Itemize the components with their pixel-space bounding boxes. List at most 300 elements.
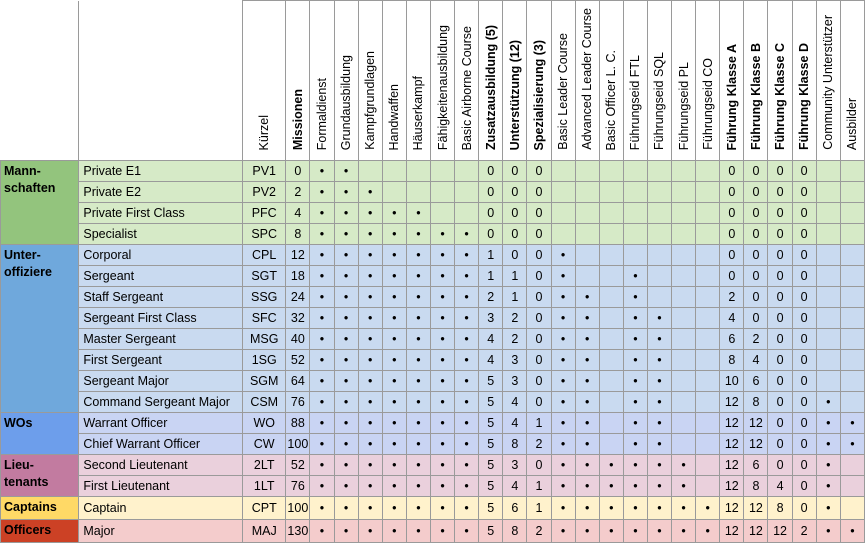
table-row [1,224,865,245]
requirement-cell [696,245,720,266]
rank-name: Staff Sergeant [79,287,243,308]
requirement-cell [696,413,720,434]
requirement-cell [672,266,696,287]
rank-abbreviation: CPL [243,245,286,266]
requirement-cell: 0 [479,161,503,182]
requirement-cell [696,392,720,413]
column-header [672,1,696,161]
requirement-cell: • [455,266,479,287]
requirement-cell: 0 [479,224,503,245]
requirement-cell: • [334,434,358,455]
column-header [243,1,286,161]
column-header [358,1,382,161]
requirement-cell [382,182,406,203]
requirement-cell [840,266,864,287]
requirement-cell [840,371,864,392]
requirement-cell: 0 [527,182,551,203]
requirement-cell: 0 [527,224,551,245]
requirement-cell: 5 [479,476,503,497]
requirement-cell: • [455,287,479,308]
requirement-cell: 12 [720,520,744,543]
requirement-cell: 0 [792,392,816,413]
requirement-cell: • [647,371,671,392]
rank-name: Warrant Officer [79,413,243,434]
requirement-cell: 1 [503,266,527,287]
requirement-cell: • [310,161,334,182]
table-row [1,182,865,203]
requirement-cell [840,455,864,476]
column-header-label: Führung Klasse D [797,43,812,150]
requirement-cell: 0 [503,203,527,224]
table-row [1,308,865,329]
rank-abbreviation: SPC [243,224,286,245]
requirement-cell: 4 [479,350,503,371]
requirement-cell: 0 [768,350,792,371]
requirement-cell: • [840,434,864,455]
requirement-cell: • [310,392,334,413]
requirement-cell [647,203,671,224]
requirement-cell: 0 [744,161,768,182]
requirement-cell: • [358,245,382,266]
requirement-cell: 12 [744,434,768,455]
requirement-cell: 8 [503,520,527,543]
requirement-cell: 8 [768,497,792,520]
column-header-label: Führung Klasse C [773,43,788,150]
requirement-cell: • [382,455,406,476]
requirement-cell: • [406,308,430,329]
requirement-cell: • [575,476,599,497]
column-header [334,1,358,161]
requirement-cell: • [575,392,599,413]
requirement-cell: 3 [479,308,503,329]
requirement-cell: 8 [744,476,768,497]
requirement-cell [840,476,864,497]
requirement-cell: 12 [744,497,768,520]
missions-count: 4 [286,203,310,224]
requirement-cell [816,182,840,203]
missions-count: 64 [286,371,310,392]
requirement-cell [816,161,840,182]
table-row [1,161,865,182]
column-header-label: Community Unterstützer [821,15,836,150]
requirement-cell: • [430,350,454,371]
requirement-cell: • [647,308,671,329]
requirement-cell: 1 [527,497,551,520]
requirement-cell: • [551,392,575,413]
requirement-cell: • [358,266,382,287]
requirement-cell: 0 [527,308,551,329]
requirement-cell: • [358,329,382,350]
requirement-cell: • [647,329,671,350]
requirement-cell: • [599,497,623,520]
requirement-cell: • [647,350,671,371]
requirement-cell: 0 [503,224,527,245]
column-header [406,1,430,161]
requirement-cell: • [358,350,382,371]
requirement-cell: • [623,350,647,371]
requirement-cell: • [382,329,406,350]
requirement-cell: • [406,203,430,224]
requirement-cell: 0 [744,203,768,224]
requirement-cell: • [647,434,671,455]
requirement-cell [696,308,720,329]
column-header-label: Grundausbildung [339,54,354,150]
requirement-cell [816,371,840,392]
requirement-cell: • [840,413,864,434]
column-header-label: Unterstützung (12) [507,39,522,150]
requirement-cell: 0 [503,245,527,266]
requirement-cell: • [575,308,599,329]
requirement-cell: • [406,287,430,308]
requirement-cell: 2 [503,329,527,350]
requirement-cell: • [310,497,334,520]
requirement-cell: • [310,455,334,476]
requirement-cell [599,413,623,434]
column-header [696,1,720,161]
requirement-cell: 4 [479,329,503,350]
requirement-cell [840,287,864,308]
requirement-cell: • [406,224,430,245]
rank-name: First Lieutenant [79,476,243,497]
requirement-cell [599,392,623,413]
requirement-cell: • [455,329,479,350]
requirement-cell [840,245,864,266]
requirement-cell: 8 [503,434,527,455]
requirement-cell: • [406,329,430,350]
requirement-cell: 0 [527,350,551,371]
requirement-cell: 0 [527,245,551,266]
column-header-label: Führung Klasse A [724,43,739,150]
requirement-cell: 6 [744,371,768,392]
rank-name: Master Sergeant [79,329,243,350]
requirement-cell: • [406,497,430,520]
requirement-cell: • [551,413,575,434]
requirement-cell: 0 [768,266,792,287]
column-header-label: Advanced Leader Course [580,8,595,150]
requirement-cell: • [406,520,430,543]
requirement-cell: • [551,308,575,329]
requirement-cell [840,392,864,413]
requirement-cell: • [430,329,454,350]
requirement-cell: • [672,520,696,543]
requirement-cell: 12 [744,413,768,434]
requirement-cell [406,161,430,182]
requirement-cell: • [334,161,358,182]
requirement-cell: 8 [720,350,744,371]
column-header [720,1,744,161]
table-row [1,266,865,287]
requirement-cell [551,182,575,203]
requirement-cell: • [430,224,454,245]
requirement-cell: 5 [479,520,503,543]
requirement-cell: 12 [720,434,744,455]
requirement-cell: • [551,497,575,520]
requirement-cell [672,245,696,266]
rank-abbreviation: CSM [243,392,286,413]
requirement-cell: • [310,413,334,434]
requirement-cell: 0 [792,161,816,182]
rank-abbreviation: CPT [243,497,286,520]
table-row [1,245,865,266]
column-header [310,1,334,161]
rank-name: Captain [79,497,243,520]
requirement-cell: 0 [720,182,744,203]
requirement-cell: 0 [792,476,816,497]
requirement-cell [696,182,720,203]
requirement-cell: 0 [503,161,527,182]
column-header-label: Spezialisierung (3) [531,39,546,150]
requirement-cell [599,203,623,224]
rank-group-label: Captains [1,497,79,520]
requirement-cell: • [575,287,599,308]
requirement-cell: 0 [744,245,768,266]
requirement-cell: 0 [744,224,768,245]
requirement-cell [430,182,454,203]
table-row [1,497,865,520]
requirement-cell [575,245,599,266]
requirement-cell: • [358,287,382,308]
requirement-cell: 1 [479,245,503,266]
requirement-cell: 0 [792,434,816,455]
requirement-cell: • [382,520,406,543]
requirement-cell: 0 [792,350,816,371]
requirement-cell: 4 [768,476,792,497]
requirement-cell: 0 [792,308,816,329]
requirement-cell [696,434,720,455]
requirement-cell: 0 [527,203,551,224]
column-header-label: Führung Klasse B [748,43,763,150]
column-header [599,1,623,161]
requirement-cell: • [455,371,479,392]
requirement-cell [647,161,671,182]
requirement-cell: 0 [768,413,792,434]
requirement-cell: • [310,329,334,350]
missions-count: 100 [286,434,310,455]
requirement-cell [672,287,696,308]
requirement-cell: • [358,371,382,392]
requirement-cell: • [575,434,599,455]
requirement-cell: 0 [527,371,551,392]
rank-abbreviation: 1LT [243,476,286,497]
requirement-cell: • [358,308,382,329]
requirement-cell: • [623,392,647,413]
requirement-cell: 0 [527,455,551,476]
rank-name: Corporal [79,245,243,266]
requirement-cell: 8 [744,392,768,413]
requirement-cell: • [647,392,671,413]
requirement-cell [647,224,671,245]
requirement-cell: • [551,266,575,287]
requirement-cell: • [816,392,840,413]
header-blank-group [1,1,79,161]
missions-count: 12 [286,245,310,266]
column-header-label: Fähigkeitenausbildung [435,24,450,150]
requirement-cell: 0 [792,413,816,434]
requirement-cell [840,350,864,371]
requirement-cell: • [575,497,599,520]
requirement-cell: • [358,434,382,455]
requirement-cell: • [455,245,479,266]
requirement-cell [575,182,599,203]
missions-count: 32 [286,308,310,329]
requirement-cell [696,455,720,476]
requirement-cell: • [310,203,334,224]
requirement-cell: 0 [792,266,816,287]
requirement-cell: • [816,520,840,543]
requirement-cell: 3 [503,371,527,392]
column-header-label: Führungseid FTL [628,54,643,150]
requirement-cell [599,182,623,203]
column-header-label: Basic Airborne Course [459,25,474,150]
requirement-cell: 3 [503,350,527,371]
requirement-cell [623,203,647,224]
table-row [1,476,865,497]
requirement-cell: 4 [744,350,768,371]
column-header-label: Basic Leader Course [556,33,571,150]
rank-name: Second Lieutenant [79,455,243,476]
rank-abbreviation: PFC [243,203,286,224]
requirement-cell [455,203,479,224]
column-header-label: Basic Officer L. C. [604,49,619,150]
requirement-cell: • [358,203,382,224]
missions-count: 52 [286,455,310,476]
requirement-cell: 0 [792,182,816,203]
missions-count: 52 [286,350,310,371]
requirement-cell: 12 [720,392,744,413]
requirement-cell [840,308,864,329]
requirement-cell: • [334,350,358,371]
requirement-cell: 0 [768,434,792,455]
rank-group-label: Lieu- tenants [1,455,79,497]
requirement-cell: 12 [720,476,744,497]
requirement-cell: • [406,476,430,497]
table-row [1,455,865,476]
requirement-cell: • [647,413,671,434]
requirement-cell [575,203,599,224]
requirement-cell [599,224,623,245]
requirement-cell: • [623,455,647,476]
requirement-cell: • [382,371,406,392]
requirement-cell: 10 [720,371,744,392]
requirement-cell: • [334,224,358,245]
requirement-cell [599,371,623,392]
requirement-cell: • [623,434,647,455]
requirement-cell: • [430,266,454,287]
requirement-cell: • [358,497,382,520]
requirement-cell [840,224,864,245]
requirement-cell: 0 [744,287,768,308]
column-header [768,1,792,161]
requirement-cell [575,224,599,245]
requirement-cell: 0 [792,329,816,350]
requirement-cell: • [430,371,454,392]
requirement-cell [696,371,720,392]
requirement-cell: • [310,245,334,266]
requirement-cell: 4 [503,413,527,434]
missions-count: 24 [286,287,310,308]
column-header [647,1,671,161]
requirement-cell: 1 [527,476,551,497]
requirement-cell: • [551,350,575,371]
requirement-cell [840,182,864,203]
requirement-cell: 1 [503,287,527,308]
requirement-cell [816,287,840,308]
requirement-cell [430,161,454,182]
requirement-cell [696,203,720,224]
requirement-cell: • [334,413,358,434]
requirement-cell: 0 [479,203,503,224]
missions-count: 40 [286,329,310,350]
requirement-cell: 2 [720,287,744,308]
requirement-cell: 0 [792,497,816,520]
column-header [286,1,310,161]
requirement-cell: • [623,497,647,520]
missions-count: 130 [286,520,310,543]
requirement-cell: • [551,476,575,497]
column-header-label: Häuserkampf [411,75,426,150]
rank-group-label: Officers [1,520,79,543]
rank-group-label: Unter- offiziere [1,245,79,413]
requirement-cell: • [382,245,406,266]
requirement-cell: • [575,413,599,434]
requirement-cell: • [647,476,671,497]
requirement-cell: 0 [720,161,744,182]
requirement-cell: • [334,203,358,224]
requirement-cell: • [358,182,382,203]
requirement-cell: • [551,455,575,476]
requirement-cell: • [455,434,479,455]
rank-abbreviation: 1SG [243,350,286,371]
requirement-cell: • [455,520,479,543]
requirement-cell: 12 [744,520,768,543]
requirement-cell: 0 [768,392,792,413]
requirement-cell: • [382,497,406,520]
requirement-cell: 0 [720,245,744,266]
requirement-cell: • [672,497,696,520]
requirement-cell: • [382,350,406,371]
requirement-cell: 0 [792,203,816,224]
requirement-cell: • [623,266,647,287]
requirement-cell: • [406,413,430,434]
requirement-cell: 4 [720,308,744,329]
requirement-cell: • [455,392,479,413]
requirement-cell: 4 [503,476,527,497]
requirement-cell: • [430,308,454,329]
requirement-cell: • [334,371,358,392]
requirement-cell: • [430,434,454,455]
column-header-label: Missionen [290,88,305,150]
requirement-cell: 0 [768,329,792,350]
requirement-cell [816,203,840,224]
requirement-cell: • [455,224,479,245]
requirement-cell [696,476,720,497]
requirement-cell: • [358,224,382,245]
column-header-label: Kürzel [257,114,272,150]
column-header [840,1,864,161]
requirement-cell [551,203,575,224]
requirement-cell: • [310,350,334,371]
requirement-cell: 0 [527,266,551,287]
requirement-cell: • [382,203,406,224]
requirement-cell: 0 [792,287,816,308]
requirement-cell: 0 [768,203,792,224]
requirement-cell: • [623,520,647,543]
requirement-cell: • [575,371,599,392]
requirement-cell: • [334,287,358,308]
rank-group-label: WOs [1,413,79,455]
requirement-cell [672,392,696,413]
requirement-cell: • [599,455,623,476]
